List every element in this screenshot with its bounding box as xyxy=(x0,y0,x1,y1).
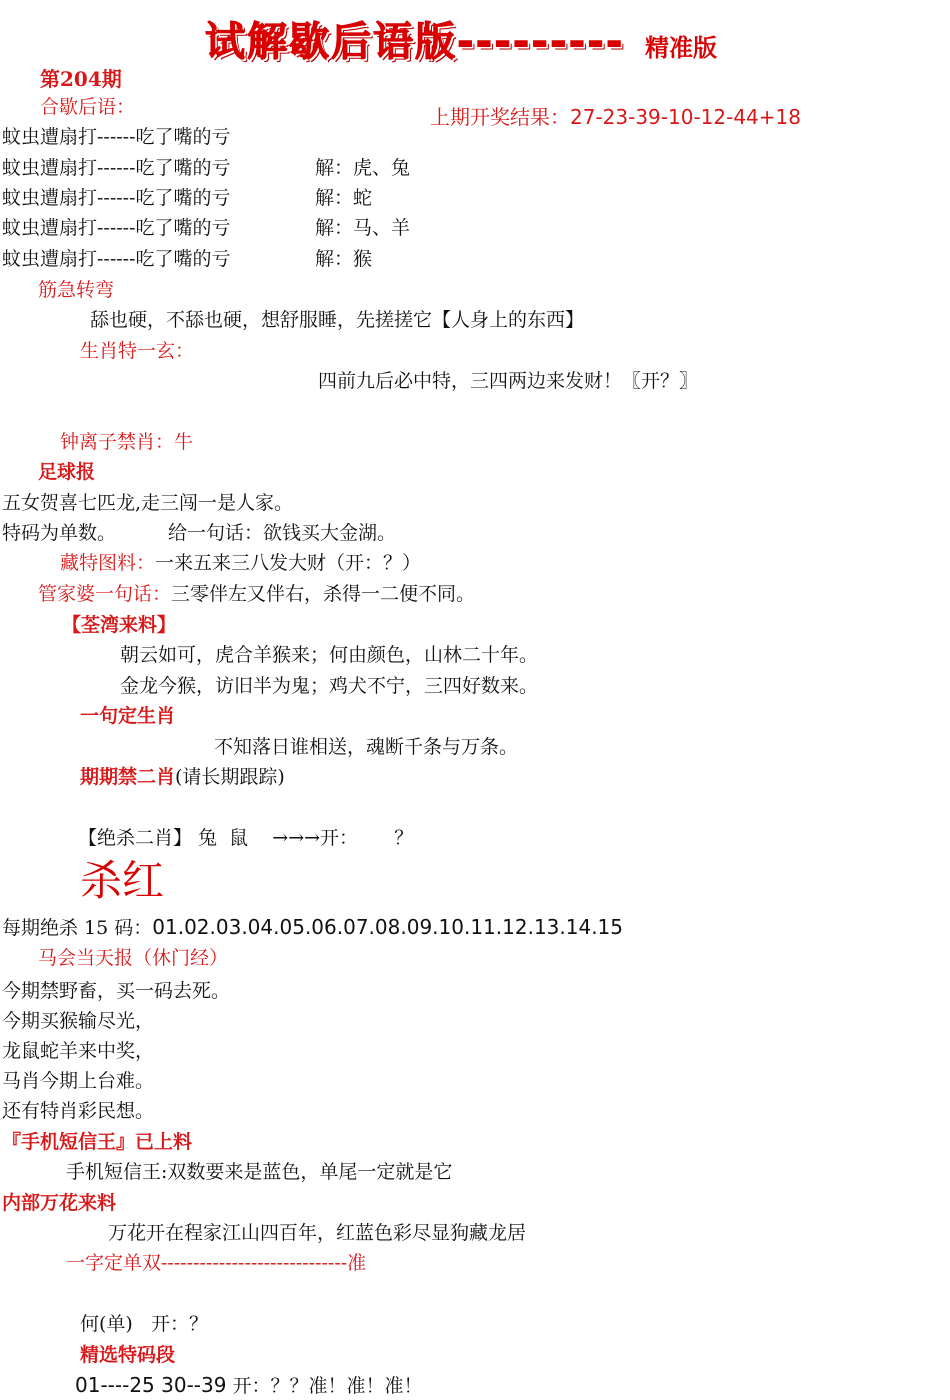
riddle-line: 蚊虫遭扇打------吃了嘴的亏 xyxy=(2,248,231,270)
tsuen-wan-line: 朝云如可，虎合羊猴来；何由颜色，山林二十年。 xyxy=(120,644,539,666)
section-heading-odd-even: 一字定单双-----------------------------准 xyxy=(66,1252,367,1274)
housekeeper-line xyxy=(38,582,475,606)
page-title xyxy=(205,18,624,66)
riddle-line: 蚊虫遭扇打------吃了嘴的亏 xyxy=(2,157,231,179)
kill-red-heading: 杀红 xyxy=(80,856,165,905)
riddle-answer: 解：虎、兔 xyxy=(315,157,411,179)
football-line: 五女贺喜七匹龙,走三闯一是人家。 xyxy=(2,492,294,514)
one-sentence-text: 不知落日谁相送，魂断千条与万条。 xyxy=(214,736,519,758)
wanhua-text: 万花开在程家江山四百年，红蓝色彩尽显狗藏龙居 xyxy=(108,1222,527,1244)
riddle-answer: 解：马、羊 xyxy=(315,217,411,239)
special-range-line xyxy=(75,1373,423,1398)
housekeeper-text: 三零伴左又伴右，杀得一二便不同。 xyxy=(171,583,476,605)
riddle-line: 蚊虫遭扇打------吃了嘴的亏 xyxy=(2,217,231,239)
jockey-club-line: 马肖今期上台难。 xyxy=(2,1070,155,1092)
jockey-club-line: 今期禁野畜，买一码去死。 xyxy=(2,980,231,1002)
jockey-club-line: 龙鼠蛇羊来中奖， xyxy=(2,1040,155,1062)
special-range-suffix: 开：？？准！准！准！ xyxy=(232,1375,423,1397)
zhongli-ban-zodiac: 钟离子禁肖：牛 xyxy=(60,431,194,453)
ban-two-zodiac-heading: 期期禁二肖 xyxy=(80,766,176,788)
brain-teaser-text: 舔也硬，不舔也硬，想舒服睡，先搓搓它【人身上的东西】 xyxy=(90,309,585,331)
section-heading-tsuen-wan: 【荃湾来料】 xyxy=(62,614,177,636)
odd-even-text: 何(单) 开：？ xyxy=(80,1313,208,1335)
jockey-club-line: 今期买猴输尽光， xyxy=(2,1010,155,1032)
section-heading-brain-teaser: 筋急转弯 xyxy=(38,279,115,301)
kill-numbers-label: 每期绝杀 15 码： xyxy=(2,917,153,939)
tsuen-wan-line: 金龙今猴，访旧半为鬼；鸡犬不宁，三四好数来。 xyxy=(120,675,539,697)
section-heading-zodiac-mystery: 生肖特一玄： xyxy=(80,340,195,362)
title-dashes: --------- xyxy=(457,19,625,65)
section-heading-jockey-club: 马会当天报（休门经） xyxy=(38,947,229,969)
section-heading-wanhua: 内部万花来料 xyxy=(2,1192,117,1214)
section-heading-xiehouyu: 合歇后语： xyxy=(40,96,136,118)
ban-two-zodiac-suffix: (请长期跟踪) xyxy=(175,766,285,788)
title-text: 试解歇后语版 xyxy=(205,19,457,65)
jockey-club-line: 还有特肖彩民想。 xyxy=(2,1100,155,1122)
section-heading-special-range: 精选特码段 xyxy=(80,1344,176,1366)
riddle-answer: 解：蛇 xyxy=(315,187,373,209)
last-result xyxy=(430,105,801,129)
riddle-answer: 解：猴 xyxy=(315,248,373,270)
riddle-line: 蚊虫遭扇打------吃了嘴的亏 xyxy=(2,187,231,209)
housekeeper-label: 管家婆一句话： xyxy=(38,583,172,605)
section-heading-sms-king: 『手机短信王』已上料 xyxy=(2,1131,193,1153)
zodiac-mystery-text: 四前九后必中特，三四两边来发财！〖开？〗 xyxy=(318,370,699,392)
last-result-value: 27-23-39-10-12-44+18 xyxy=(570,105,801,129)
kill-two-zodiac: 【绝杀二肖】 兔 鼠 →→→开： ？ xyxy=(78,827,414,849)
section-heading-one-sentence: 一句定生肖 xyxy=(80,705,176,727)
section-heading-football: 足球报 xyxy=(38,461,96,483)
issue-number: 第204期 xyxy=(40,67,122,91)
sms-king-text: 手机短信王:双数要来是蓝色，单尾一定就是它 xyxy=(66,1161,453,1183)
ban-two-zodiac-line xyxy=(80,765,285,789)
hidden-special-text: 一来五来三八发大财（开：？） xyxy=(155,552,422,574)
football-line: 给一句话：欲钱买大金湖。 xyxy=(168,522,397,544)
kill-numbers-line xyxy=(2,915,623,940)
special-range-numbers: 01----25 30--39 xyxy=(75,1373,227,1397)
football-line: 特码为单数。 xyxy=(2,522,117,544)
edition-label: 精准版 xyxy=(645,34,717,62)
kill-numbers-value: 01.02.03.04.05.06.07.08.09.10.11.12.13.14.15 xyxy=(152,915,624,939)
hidden-special-label: 藏特图料： xyxy=(60,552,156,574)
hidden-special-line xyxy=(60,551,421,575)
riddle-line: 蚊虫遭扇打------吃了嘴的亏 xyxy=(2,126,231,148)
last-result-label: 上期开奖结果： xyxy=(430,105,570,129)
